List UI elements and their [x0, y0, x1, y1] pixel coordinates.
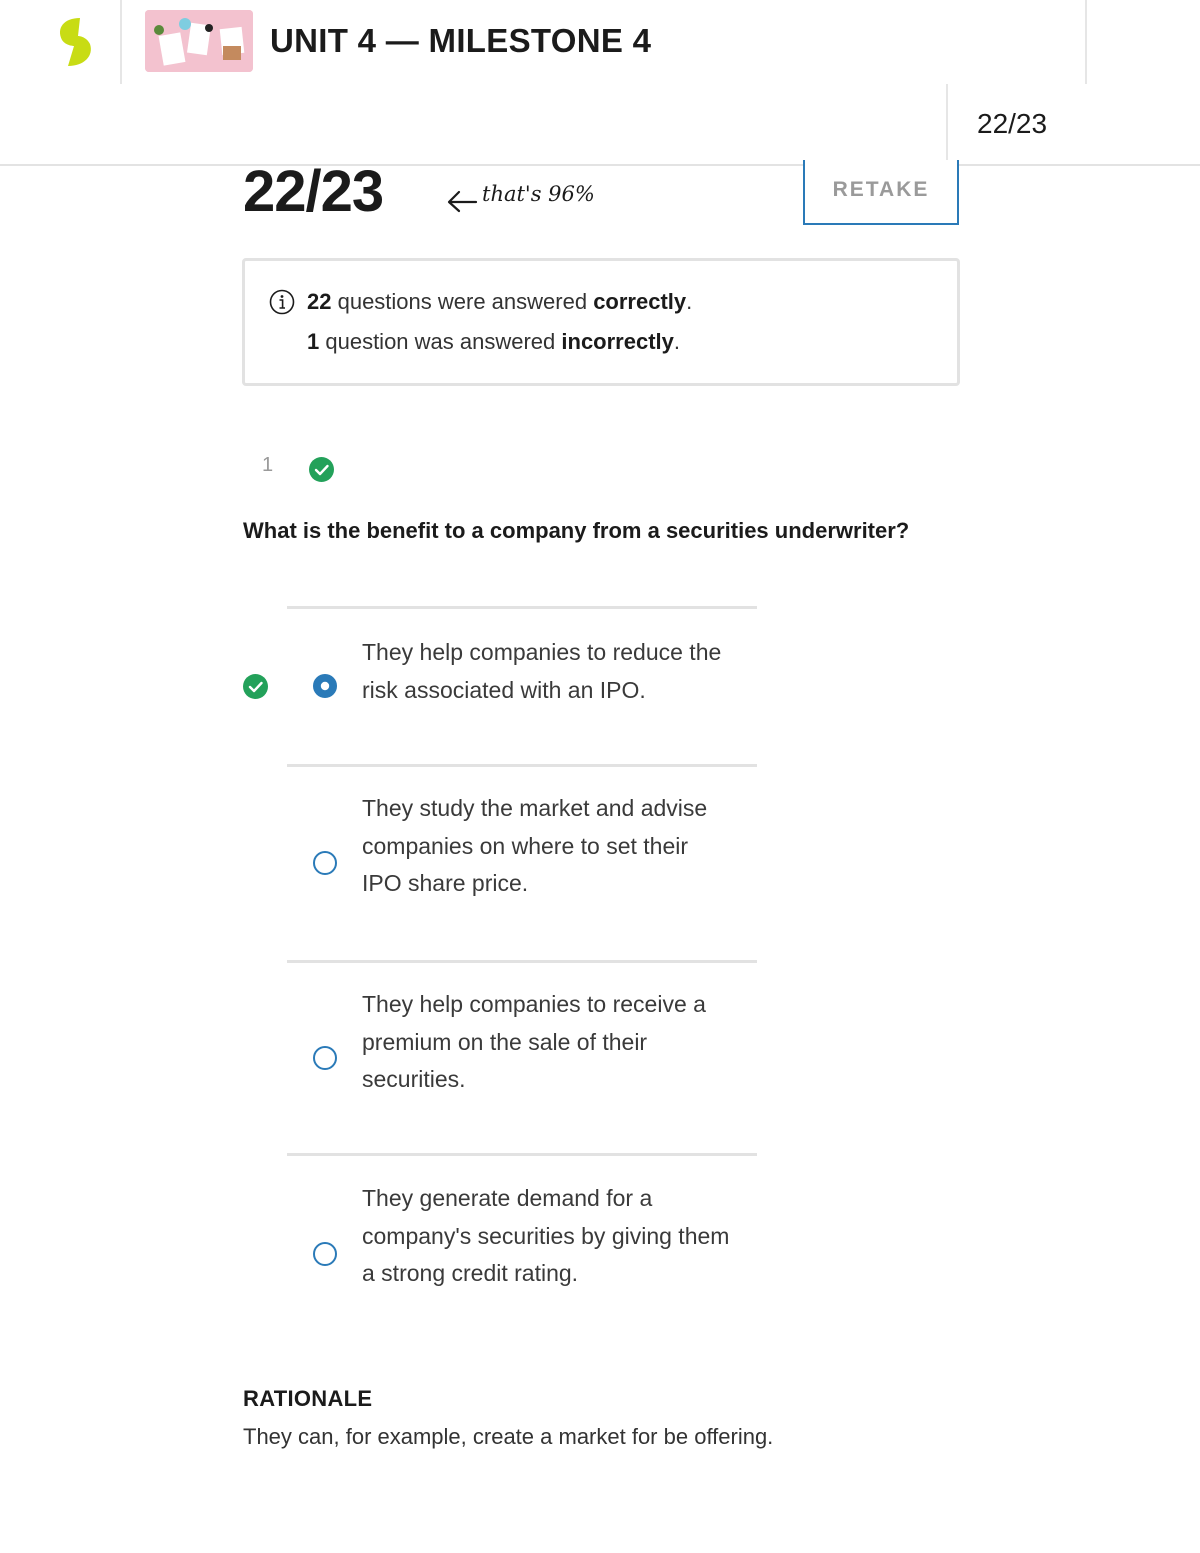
- option-2-radio[interactable]: [312, 850, 338, 876]
- incorrect-count: 1: [307, 329, 320, 354]
- header-divider: [120, 0, 122, 84]
- incorrect-word: incorrectly: [561, 329, 674, 354]
- incorrect-summary: [307, 329, 680, 355]
- option-divider: [287, 960, 757, 963]
- header-score: 22/23: [977, 108, 1048, 139]
- back-arrow-icon: [446, 186, 480, 216]
- sophia-logo[interactable]: [50, 14, 102, 70]
- check-circle-icon: [308, 456, 335, 483]
- top-bar: [0, 0, 1200, 84]
- incorrect-end: .: [673, 329, 681, 354]
- correct-summary: [307, 289, 692, 315]
- option-3-text[interactable]: They help companies to receive a premium on the sale of their securities.: [362, 991, 706, 1092]
- option-1-radio[interactable]: [312, 673, 338, 699]
- header-bottom-border-end: [1170, 164, 1200, 166]
- incorrect-text: question was answered: [319, 329, 562, 354]
- rationale-heading: RATIONALE: [243, 1386, 373, 1411]
- result-summary: [242, 258, 960, 386]
- check-circle-icon: [242, 673, 269, 700]
- question-text: What is the benefit to a company from a securities underwriter?: [243, 518, 910, 543]
- option-divider: [287, 764, 757, 767]
- score-divider: [946, 84, 948, 164]
- rationale-text: They can, for example, create a market for be offering.: [243, 1424, 774, 1449]
- option-4-radio[interactable]: [312, 1241, 338, 1267]
- percent-note-text: that's 96%: [482, 182, 595, 206]
- course-thumbnail: [145, 10, 253, 72]
- option-2-text[interactable]: They study the market and advise companies on where to set their IPO share price.: [362, 795, 708, 896]
- info-icon: [269, 289, 295, 315]
- option-3-radio[interactable]: [312, 1045, 338, 1071]
- option-1-text[interactable]: They help companies to reduce the risk associated with an IPO.: [362, 639, 722, 703]
- correct-count: 22: [307, 289, 332, 314]
- correct-text: questions were answered: [331, 289, 594, 314]
- option-4-text[interactable]: They generate demand for a company's securities by giving them a strong credit rating.: [362, 1185, 730, 1286]
- header-divider-right: [1085, 0, 1087, 84]
- result-score: 22/23: [243, 159, 384, 224]
- correct-word: correctly: [593, 289, 687, 314]
- option-divider: [287, 1153, 757, 1156]
- unit-title: UNIT 4 — MILESTONE 4: [270, 22, 652, 59]
- retake-button[interactable]: RETAKE: [803, 160, 959, 225]
- percent-note: [446, 180, 596, 220]
- header-bottom-border: [0, 164, 1170, 166]
- question-number: 1: [262, 454, 274, 476]
- option-divider: [287, 606, 757, 609]
- correct-end: .: [686, 289, 693, 314]
